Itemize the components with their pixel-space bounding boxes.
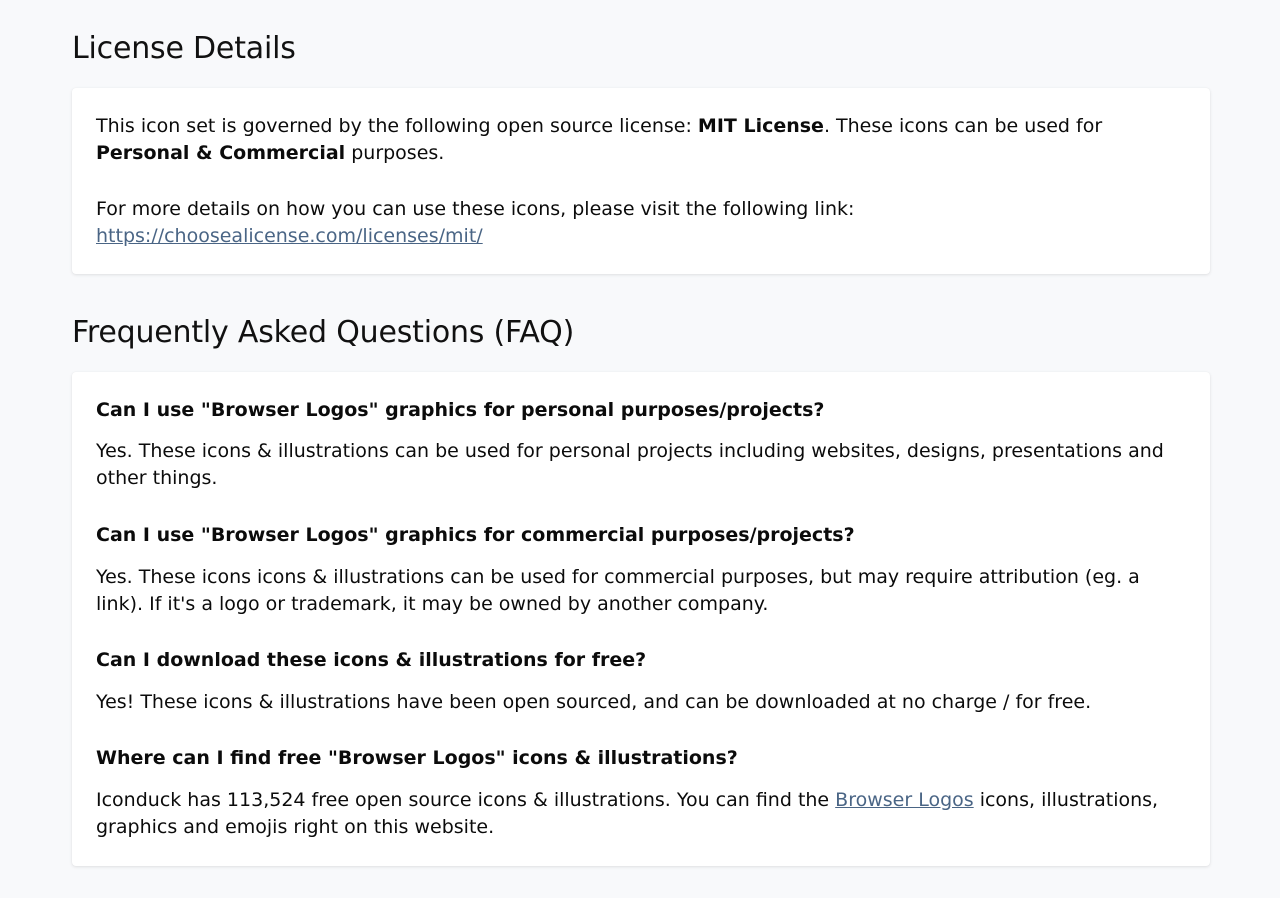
faq-answer-commercial: Yes. These icons icons & illustrations can be used for commercial purposes, but may require attribution (eg. a link). If it's a logo or trademark, it may be owned by another company. [96,566,1140,615]
faq-answer-where-suffix: icons, illustrations, graphics and emojis right on this website. [96,789,1159,838]
faq-card [72,372,1210,866]
license-details [96,196,1186,250]
license-details-text: For more details on how you can use these icons, please visit the following link: [96,198,855,220]
license-heading: License Details [72,31,296,66]
faq-answer-free: Yes! These icons & illustrations have been open sourced, and can be downloaded at no charge / for free. [96,691,1092,713]
faq-question-commercial: Can I use "Browser Logos" graphics for commercial purposes/projects? [96,524,855,546]
faq-answer-personal: Yes. These icons & illustrations can be used for personal projects including websites, designs, presentations and other things. [96,440,1164,489]
license-details-link[interactable]: https://choosealicense.com/licenses/mit/ [96,225,483,247]
license-intro-middle: . These icons can be used for [823,115,1103,137]
license-name: MIT License [697,115,824,137]
faq-heading: Frequently Asked Questions (FAQ) [72,315,575,350]
license-intro [96,113,1186,167]
browser-logos-link[interactable]: Browser Logos [835,789,974,811]
license-intro-prefix: This icon set is governed by the following open source license: [96,115,698,137]
license-intro-suffix: purposes. [345,142,445,164]
faq-question-free: Can I download these icons & illustrations for free? [96,649,647,671]
faq-question-where: Where can I find free "Browser Logos" icons & illustrations? [96,747,738,769]
license-usage-scope: Personal & Commercial [96,142,346,164]
license-card [72,88,1210,274]
faq-answer-where [96,787,1186,841]
faq-question-personal: Can I use "Browser Logos" graphics for personal purposes/projects? [96,399,825,421]
faq-answer-where-prefix: Iconduck has 113,524 free open source icons & illustrations. You can find the [96,789,836,811]
